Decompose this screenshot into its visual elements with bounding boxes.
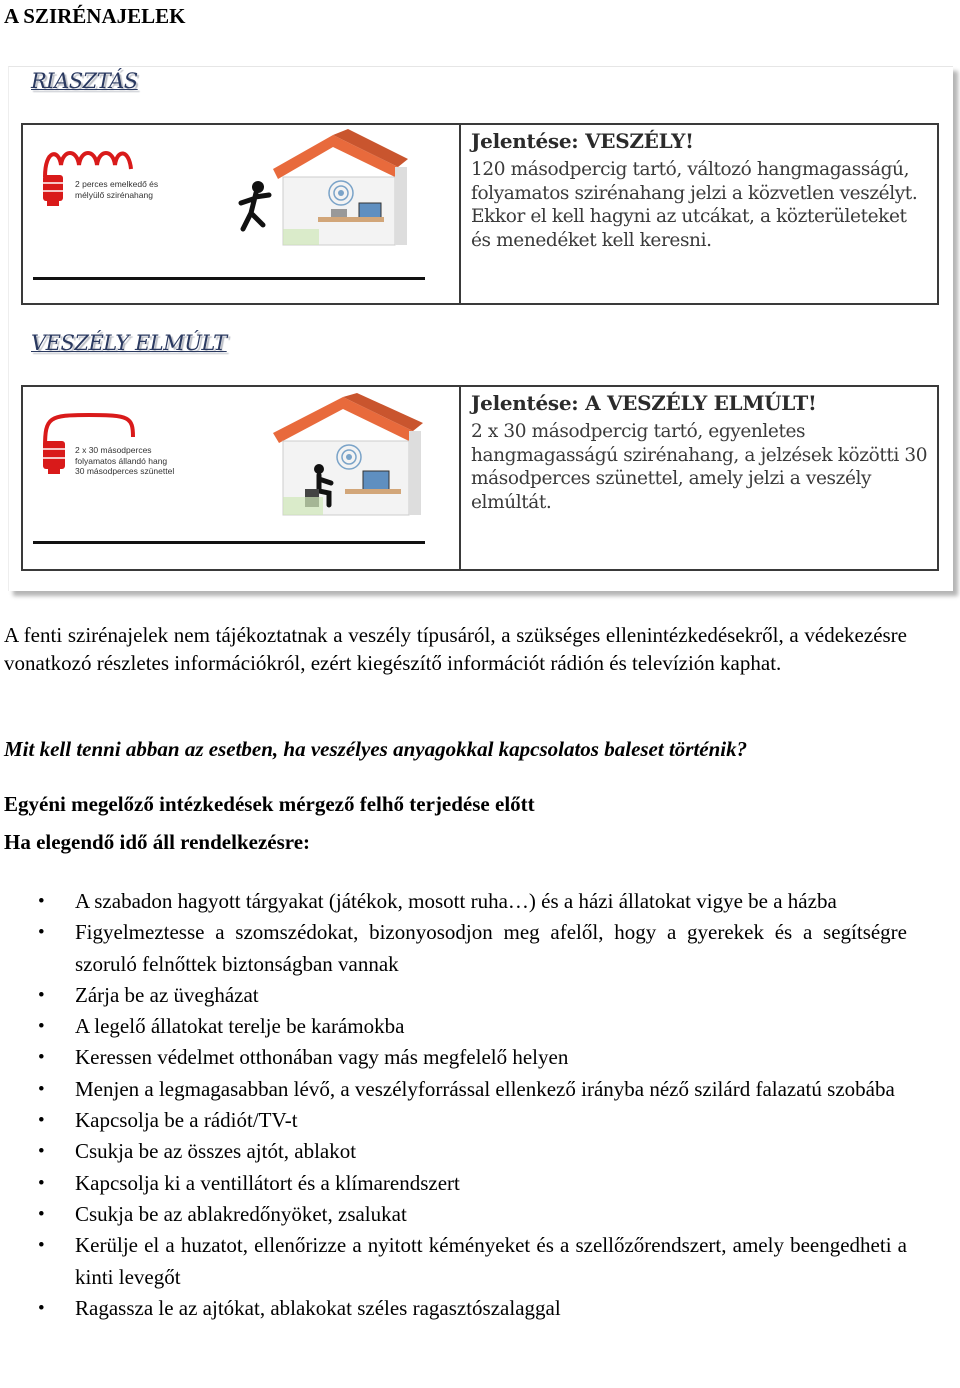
list-item: • Keressen védelmet otthonában vagy más megfelelő helyen (0, 1042, 907, 1073)
alarm-label: RIASZTÁS (31, 69, 138, 93)
list-item: • Kapcsolja be a rádiót/TV-t (0, 1105, 907, 1136)
alarm-description: 120 másodpercig tartó, változó hangmagasságú, folyamatos szirénahang jelzi a közvetlen veszélyt. (471, 159, 918, 204)
list-item: • Ragassza le az ajtókat, ablakokat széles ragasztószalaggal (0, 1293, 907, 1324)
list-item: • Kerülje el a huzatot, ellenőrizze a nyitott kéményeket és a szellőzőrendszert, amely beengedheti a kinti levegőt (0, 1230, 907, 1293)
page-title: A SZIRÉNAJELEK (4, 4, 186, 28)
all-clear-underline (33, 541, 425, 544)
prevention-heading: Egyéni megelőző intézkedések mérgező felhő terjedése előtt (4, 792, 535, 816)
all-clear-illustration (23, 387, 461, 569)
list-item: • Csukja be az ablakredőnyöket, zsalukat (0, 1199, 907, 1230)
list-item: • Menjen a legmagasabban lévő, a veszélyforrással ellenkező irányba néző szilárd falazatú szobába (0, 1074, 907, 1105)
alarm-instruction: Ekkor el kell hagyni az utcákat, a közterületeket és menedéket kell keresni. (471, 206, 907, 251)
alarm-underline (33, 277, 425, 280)
measures-list (0, 886, 907, 1324)
all-clear-meaning: Jelentése: A VESZÉLY ELMÚLT! (471, 391, 817, 415)
alarm-sound-caption: 2 perces emelkedő és mélyülő szirénahang (75, 179, 159, 200)
all-clear-sound-caption: 2 x 30 másodperces folyamatos állandó hang 30 másodperces szünettel (75, 445, 175, 477)
house-running-person-icon (223, 129, 423, 249)
info-paragraph: A fenti szirénajelek nem tájékoztatnak a veszély típusáról, a szükséges ellenintézkedésekről, a védekezésre vonatkozó részletes információkról, ezért kiegészítő információt rádión és televízión kaphat. (4, 623, 907, 675)
siren-signals-figure (8, 66, 953, 591)
alarm-illustration (23, 125, 461, 303)
list-item: • A legelő állatokat terelje be karámokba (0, 1011, 907, 1042)
question-heading: Mit kell tenni abban az esetben, ha veszélyes anyagokkal kapcsolatos baleset történik? (4, 737, 748, 761)
list-item: • A szabadon hagyott tárgyakat (játékok, mosott ruha…) és a házi állatokat vigye be a házba (0, 886, 907, 917)
list-item: • Figyelmeztesse a szomszédokat, bizonyosodjon meg afelől, hogy a gyerekek és a segítségre szoruló felnőttek biztonságban vannak (0, 917, 907, 980)
list-item: • Csukja be az összes ajtót, ablakot (0, 1136, 907, 1167)
list-item: • Kapcsolja ki a ventillátort és a klímarendszert (0, 1168, 907, 1199)
alarm-text (461, 125, 937, 303)
all-clear-text (461, 387, 937, 569)
all-clear-panel (21, 385, 939, 571)
all-clear-description: 2 x 30 másodpercig tartó, egyenletes hangmagasságú szirénahang, a jelzések közötti 30 másodperces szünettel, amely jelzi a veszély elmúltát. (471, 421, 928, 513)
time-available-heading: Ha elegendő idő áll rendelkezésre: (4, 830, 311, 854)
house-seated-person-icon (253, 393, 433, 521)
alarm-panel (21, 123, 939, 305)
alarm-meaning: Jelentése: VESZÉLY! (471, 129, 694, 153)
all-clear-label: VESZÉLY ELMÚLT (31, 331, 227, 355)
list-item: • Zárja be az üvegházat (0, 980, 907, 1011)
